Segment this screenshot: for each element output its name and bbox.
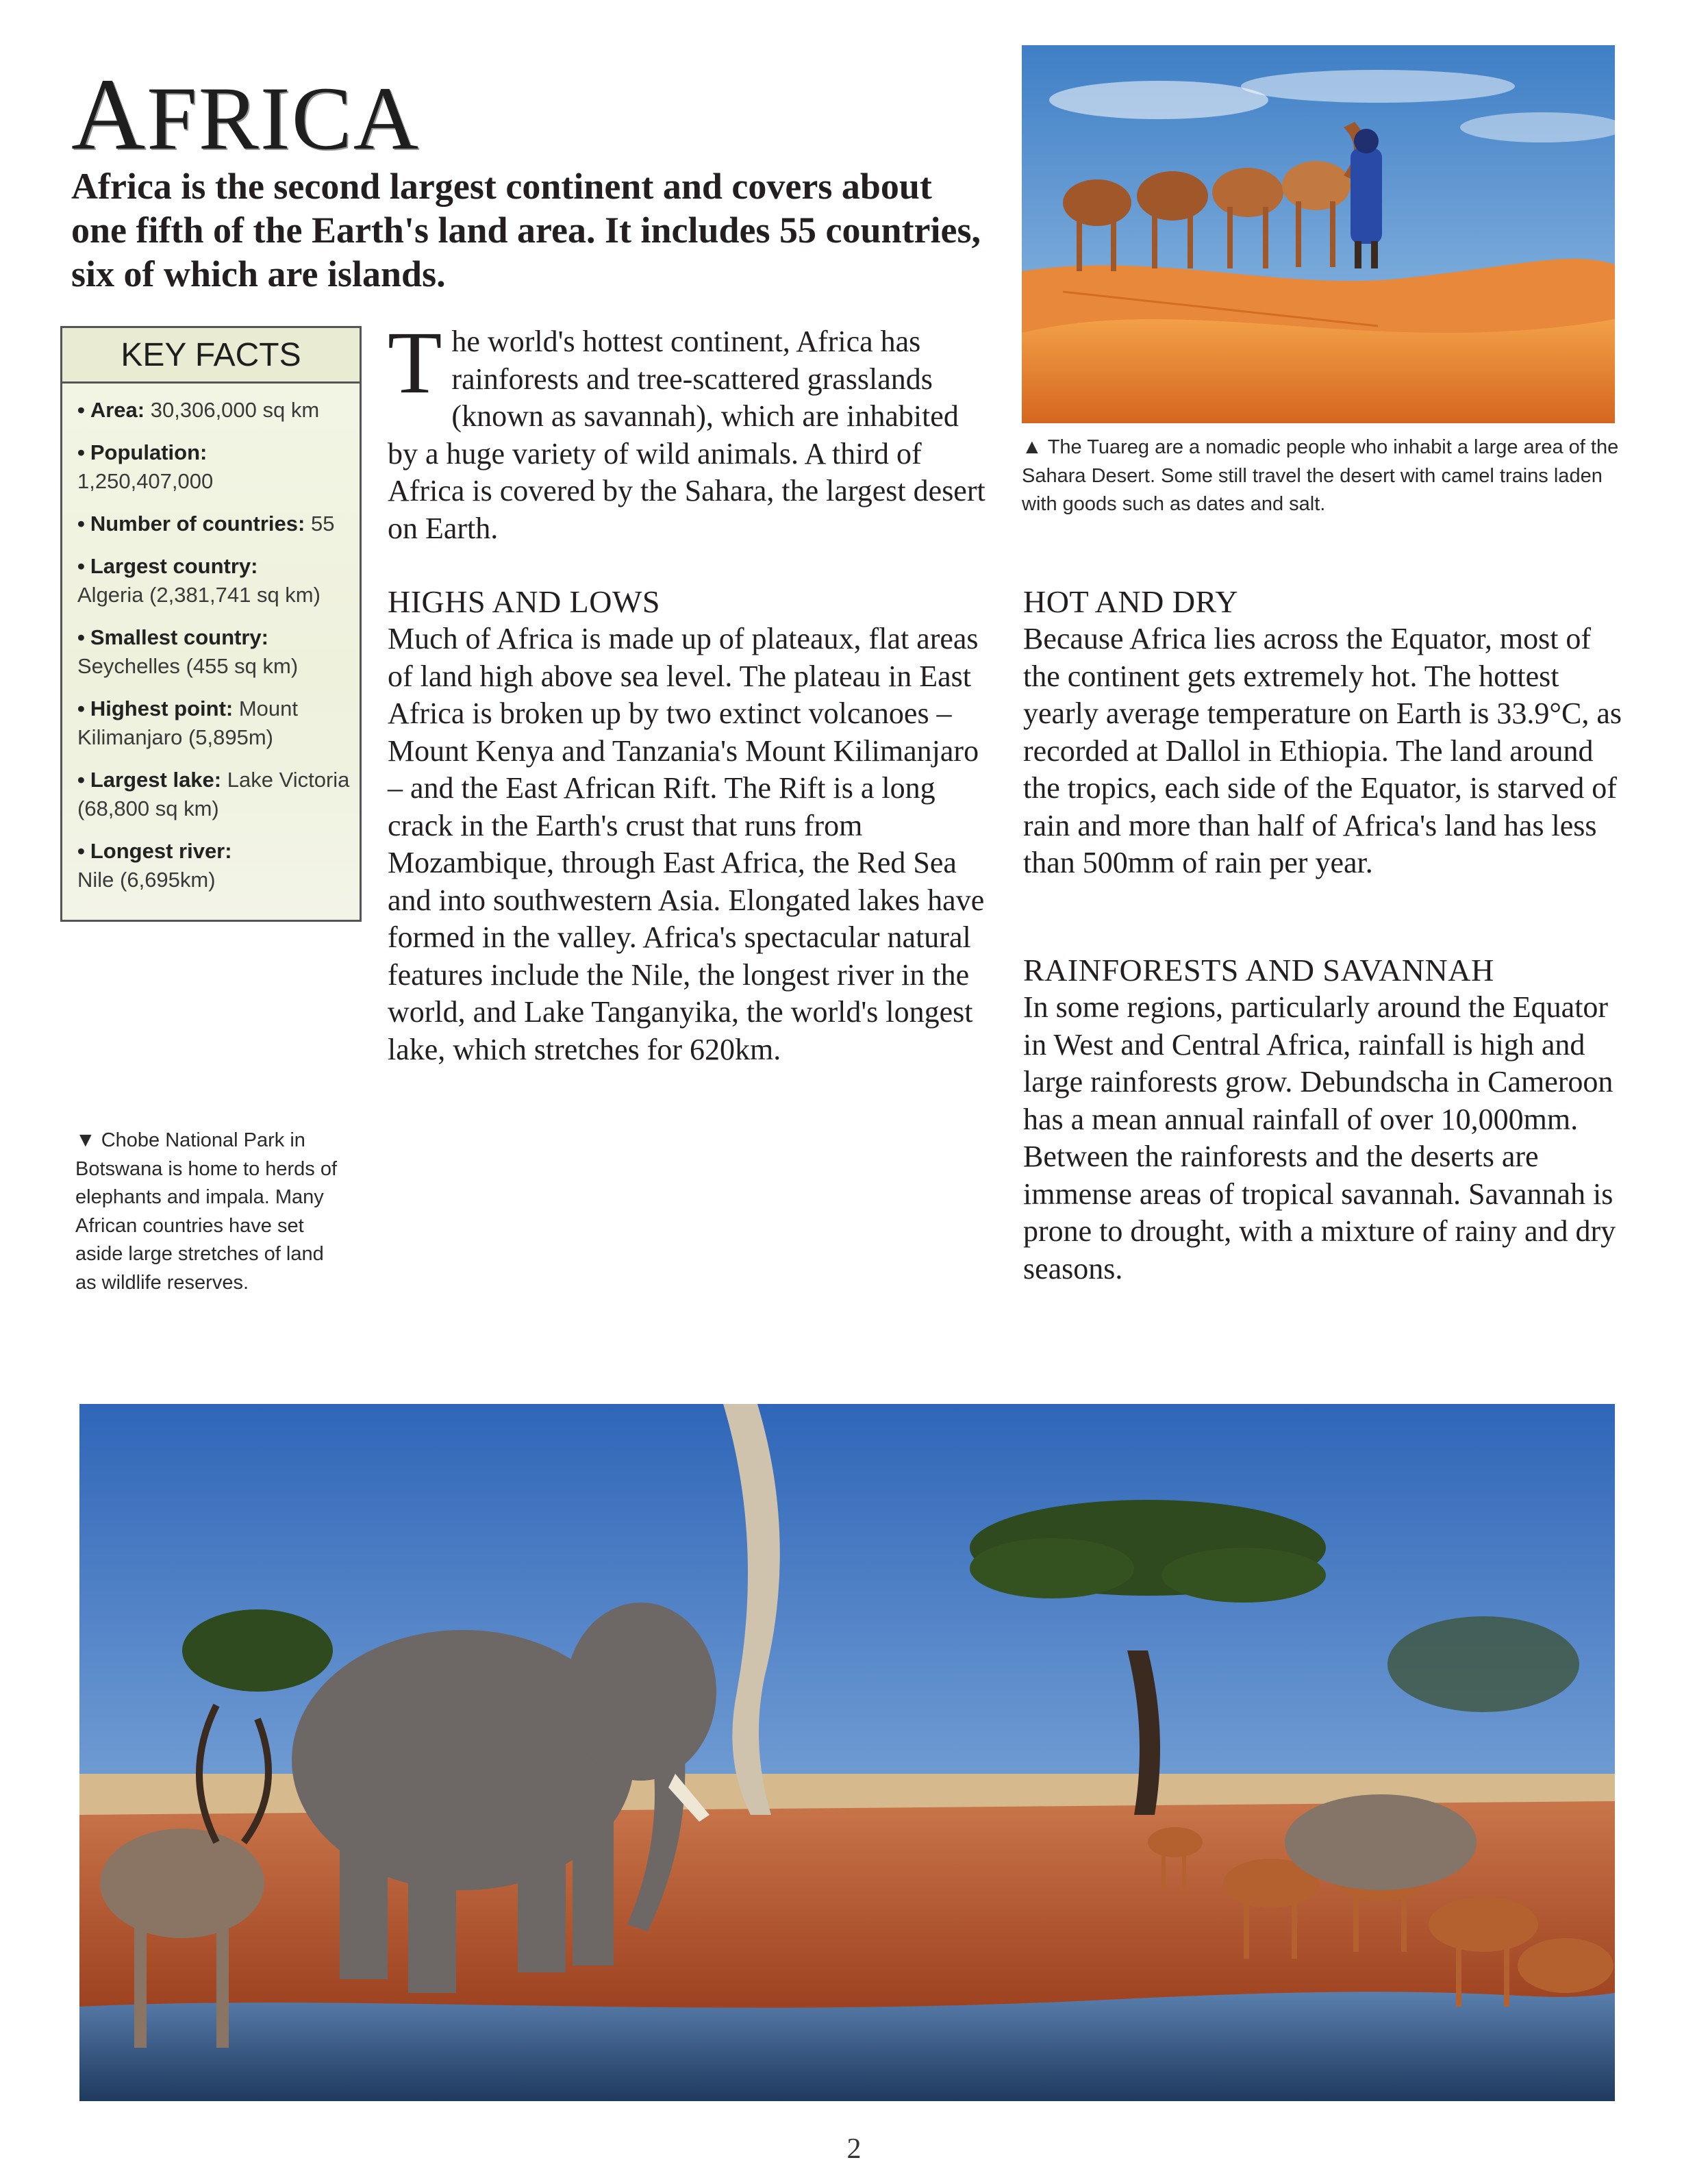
page-number: 2 <box>846 2133 862 2165</box>
key-fact-item: • Population: 1,250,407,000 <box>77 440 214 493</box>
key-fact-item: • Smallest country: Seychelles (455 sq km) <box>77 625 299 678</box>
key-facts-box <box>60 326 362 922</box>
caption-chobe: ▼ Chobe National Park in Botswana is home to herds of elephants and impala. Many African countries have set aside large stretches of land as wildlife reserves. <box>75 1129 338 1294</box>
section-heading-rain: RAINFORESTS AND SAVANNAH <box>1023 953 1494 988</box>
chobe-national-park-photo <box>79 1404 1615 2101</box>
key-facts-list <box>62 384 360 894</box>
section-heading-highs: HIGHS AND LOWS <box>388 584 660 619</box>
key-fact-item: • Area: 30,306,000 sq km <box>77 398 320 422</box>
section-heading-hot: HOT AND DRY <box>1023 584 1238 619</box>
intro-paragraph: Africa is the second largest continent and covers about one fifth of the Earth's land area. It includes 55 countries, six of which are islands. <box>71 166 981 294</box>
section-body-hot: Because Africa lies across the Equator, most of the continent gets extremely hot. The hottest yearly average temperature on Earth is 33.9°C, as recorded at Dallol in Ethiopia. The land around the tropics, each side of the Equator, is starved of rain and more than half of Africa's land has less than 500mm of rain per year. <box>1023 622 1622 879</box>
desert-illustration <box>1022 45 1615 423</box>
drop-cap: T <box>388 314 442 412</box>
key-fact-item: • Number of countries: 55 <box>77 512 335 536</box>
section-body-rain: In some regions, particularly around the Equator in West and Central Africa, rainfall is high and large rainforests grow. Debundscha in Cameroon has a mean annual rainfall of over 10,000mm. Between the rainforests and the deserts are immense areas of tropical savannah. Savannah is prone to drought, with a mixture of rainy and dry seasons. <box>1023 990 1616 1285</box>
sahara-camel-train-photo <box>1022 45 1615 423</box>
key-fact-item: • Largest country: Algeria (2,381,741 sq km) <box>77 554 321 607</box>
section-body-highs: Much of Africa is made up of plateaux, flat areas of land high above sea level. The plateau in East Africa is broken up by two extinct volcanoes – Mount Kenya and Tanzania's Mount Kilimanjaro – and the East African Rift. The Rift is a long crack in the Earth's crust that runs from Mozambique, through East Africa, the Red Sea and into southwestern Asia. Elongated lakes have formed in the valley. Africa's spectacular natural features include the Nile, the longest river in the world, and Lake Tanganyika, the world's longest lake, which stretches for 620km. <box>388 622 985 1066</box>
savannah-illustration <box>79 1404 1615 2101</box>
page-title: AFRICA <box>71 58 420 171</box>
main-intro-paragraph: The world's hottest continent, Africa has rainforests and tree-scattered grasslands (known as savannah), which are inhabited by a huge variety of wild animals. A third of Africa is covered by the Sahara, the largest desert on Earth. <box>388 314 985 545</box>
key-fact-item: • Largest lake: Lake Victoria (68,800 sq km) <box>77 768 350 820</box>
up-triangle-icon: ▲ <box>1022 436 1042 458</box>
caption-camels: ▲ The Tuareg are a nomadic people who inhabit a large area of the Sahara Desert. Some still travel the desert with camel trains laden with goods such as dates and salt. <box>1022 436 1619 515</box>
down-triangle-icon: ▼ <box>75 1129 96 1151</box>
key-fact-item: • Longest river: Nile (6,695km) <box>77 839 232 892</box>
key-fact-item: • Highest point: Mount Kilimanjaro (5,895m) <box>77 696 299 749</box>
key-facts-heading: KEY FACTS <box>62 328 360 384</box>
